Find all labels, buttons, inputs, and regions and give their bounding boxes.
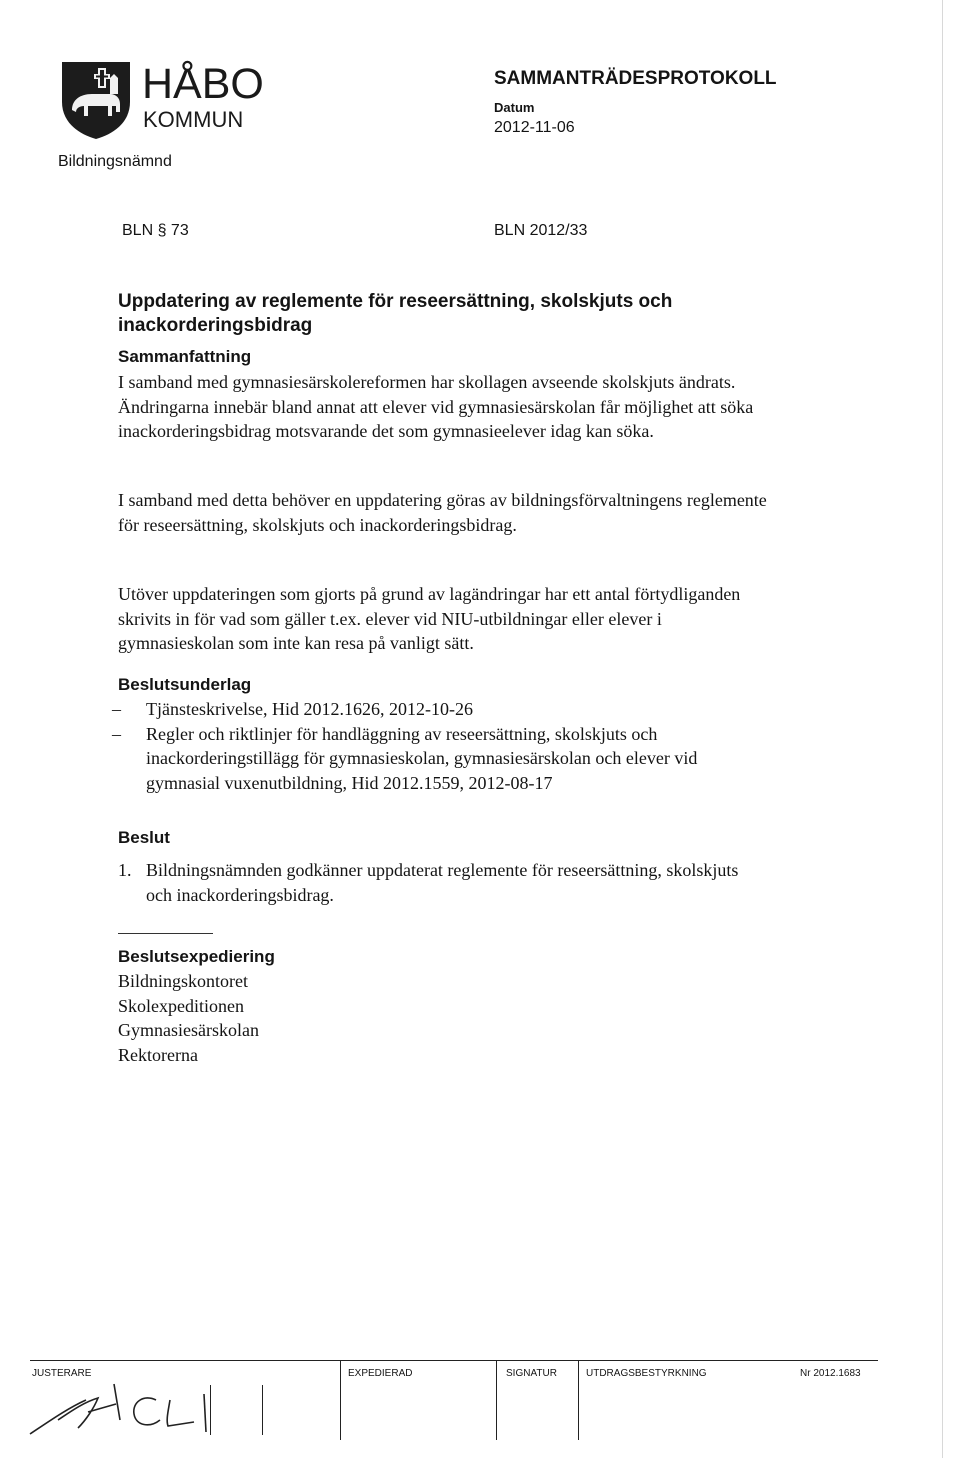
department: Bildningsnämnd <box>58 153 172 170</box>
decision-list <box>118 858 758 907</box>
footer-rule <box>30 1360 878 1361</box>
footer-label-justerare: JUSTERARE <box>32 1368 92 1379</box>
doc-type: SAMMANTRÄDESPROTOKOLL <box>494 68 777 89</box>
footer-label-nr: Nr 2012.1683 <box>800 1368 861 1379</box>
habo-coat-of-arms-icon <box>58 60 134 140</box>
summary-paragraph: I samband med detta behöver en uppdatering göras av bildningsförvaltningens reglemente för reseersättning, skolskjuts och inackorderingsbidrag. <box>118 490 767 535</box>
recipient-list <box>118 969 259 1067</box>
section-heading-beslut: Beslut <box>118 828 170 847</box>
org-name: HÅBO <box>142 60 264 108</box>
org-sub: KOMMUN <box>143 107 244 132</box>
summary-paragraph: I samband med gymnasiesärskolereformen har skollagen avseende skolskjuts ändrats. Ändringarna innebär bland annat att elever vid gymnasiesärskolan får möjlighet att söka inackorderingsbidrag motsvarande det som gymnasieelever idag kan söka. <box>118 372 754 441</box>
title-line-2: inackorderingsbidrag <box>118 315 313 336</box>
footer-divider <box>340 1360 341 1440</box>
date-value: 2012-11-06 <box>494 119 575 136</box>
footer-divider <box>262 1385 263 1435</box>
item-number: 1. <box>118 860 132 880</box>
footer-divider <box>578 1360 579 1440</box>
handwritten-signature-icon <box>28 1372 228 1442</box>
document-title <box>118 290 778 338</box>
footer-label-expedierad: EXPEDIERAD <box>348 1368 413 1379</box>
list-item <box>112 722 752 796</box>
section-heading-beslutsunderlag: Beslutsunderlag <box>118 675 252 694</box>
paragraph-number: BLN § 73 <box>122 222 189 239</box>
case-number: BLN 2012/33 <box>494 222 588 239</box>
page-edge-line <box>942 0 943 1458</box>
recipient: Bildningskontoret <box>118 971 248 991</box>
basis-list <box>112 697 752 795</box>
summary-paragraph: Utöver uppdateringen som gjorts på grund av lagändringar har ett antal förtydliganden skrivits in för vad som gäller t.ex. elever vid NIU-utbildningar eller elever i gymnasieskolan som inte kan resa på vanligt sätt. <box>118 584 741 653</box>
title-line-1: Uppdatering av reglemente för reseersättning, skolskjuts och <box>118 291 673 312</box>
recipient: Skolexpeditionen <box>118 995 244 1016</box>
footer-divider <box>496 1360 497 1440</box>
section-heading-sammanfattning: Sammanfattning <box>118 347 252 366</box>
dash-bullet: – <box>112 699 121 719</box>
recipient: Gymnasiesärskolan <box>118 1020 259 1040</box>
footer-label-utdragsbestyrkning: UTDRAGSBESTYRKNING <box>586 1368 707 1379</box>
footer-label-signatur: SIGNATUR <box>506 1368 557 1379</box>
list-item-text: Regler och riktlinjer för handläggning av reseersättning, skolskjuts och inackorderingstillägg för gymnasieskolan, gymnasiesärskolan och elever vid gymnasial vuxenutbildning, Hid 2012.1559, 2012-08-17 <box>146 723 698 793</box>
list-item <box>118 858 758 907</box>
date-label: Datum <box>494 100 535 115</box>
list-item-text: Bildningsnämnden godkänner uppdaterat reglemente för reseersättning, skolskjuts och inackorderingsbidrag. <box>146 860 739 905</box>
list-item <box>112 697 752 722</box>
recipient: Rektorerna <box>118 1044 198 1065</box>
list-item-text: Tjänsteskrivelse, Hid 2012.1626, 2012-10-26 <box>146 699 473 719</box>
dash-bullet: – <box>112 723 121 744</box>
section-heading-beslutsexpediering: Beslutsexpediering <box>118 947 275 966</box>
divider <box>118 933 213 934</box>
